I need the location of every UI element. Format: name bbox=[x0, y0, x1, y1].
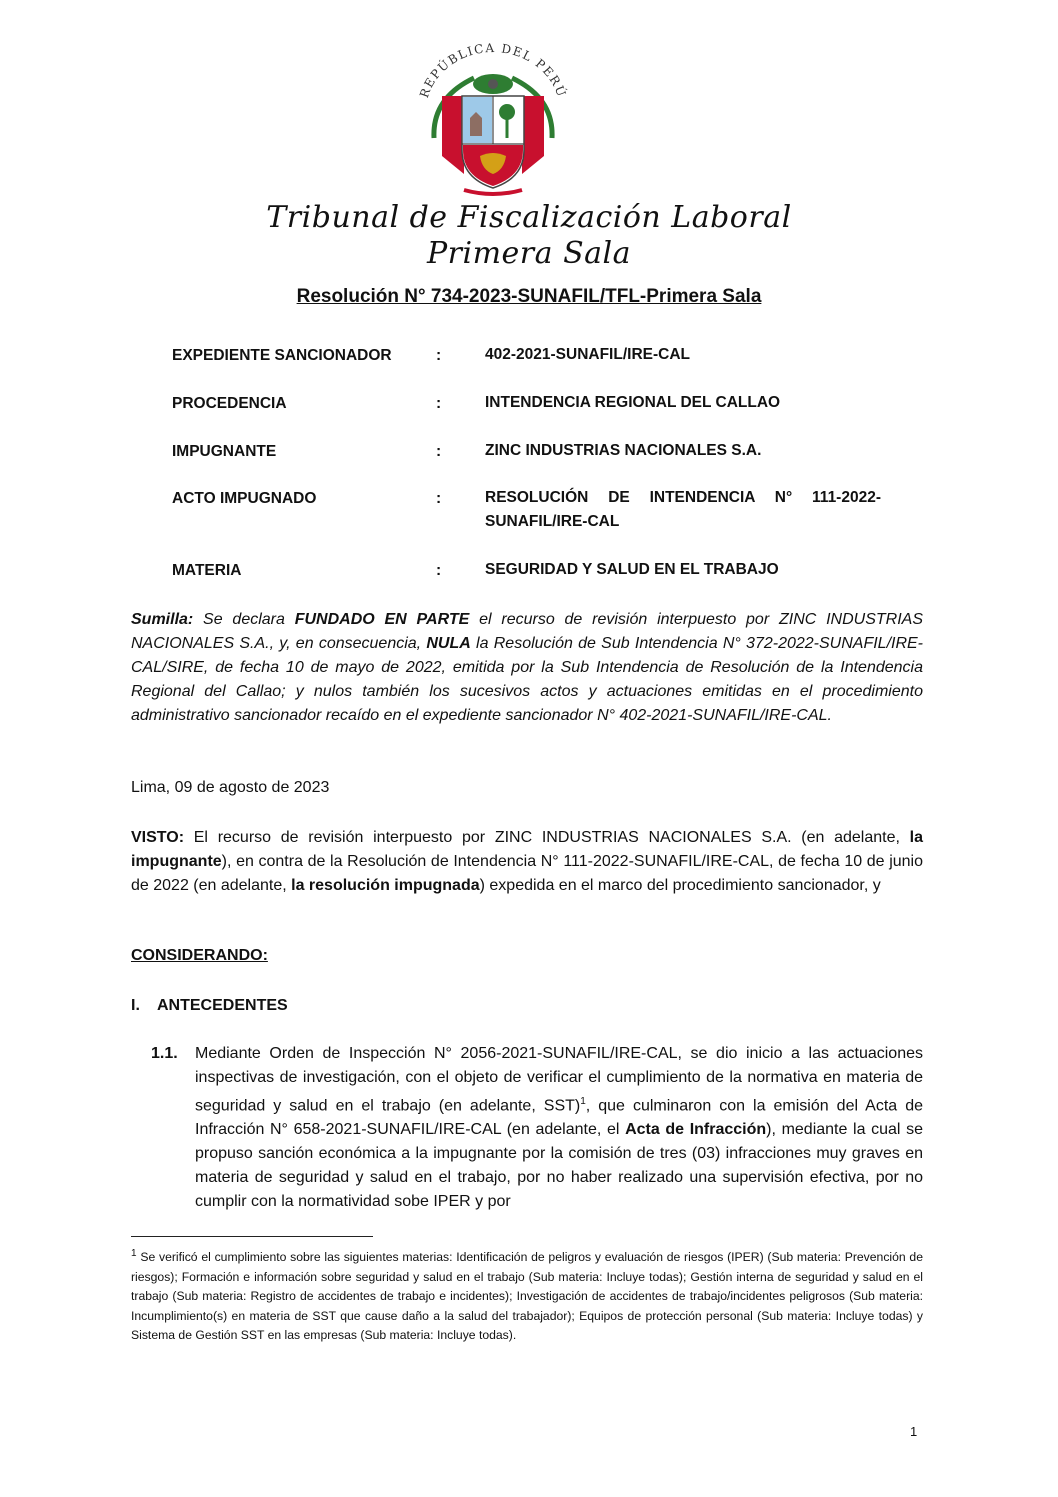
sumilla-text-2: el recurso de revisión interpuesto por ZINC INDUSTRIAS NACIONALES S.A., y, en consecuencia, bbox=[131, 611, 924, 652]
sumilla-text-1: Se declara bbox=[193, 611, 295, 628]
section-title: ANTECEDENTES bbox=[157, 997, 288, 1014]
page-number: 1 bbox=[910, 1424, 918, 1439]
visto-text-1: El recurso de revisión interpuesto por ZINC INDUSTRIAS NACIONALES S.A. (en adelante, bbox=[184, 829, 910, 846]
section-heading bbox=[131, 994, 923, 1018]
sumilla-bold-1: FUNDADO EN PARTE bbox=[294, 611, 470, 628]
visto-label: VISTO: bbox=[131, 829, 185, 846]
meta-label: ACTO IMPUGNADO bbox=[172, 490, 317, 507]
visto-bold-2: la resolución impugnada bbox=[291, 877, 480, 894]
section-number: I. bbox=[131, 997, 140, 1014]
meta-value: ZINC INDUSTRIAS NACIONALES S.A. bbox=[485, 442, 762, 459]
item-bold-1: Acta de Infracción bbox=[625, 1121, 767, 1139]
sumilla-bold-2: NULA bbox=[426, 635, 471, 652]
item-text-1: Mediante Orden de Inspección N° 2056-2021-SUNAFIL/IRE-CAL, se dio inicio a las actuaciones inspectivas de investigación, con el objeto de verificar el cumplimiento de la normativa en materia de seguridad y salud en el trabajo (en adelante, SST) bbox=[195, 1045, 923, 1115]
footnote-text: Se verificó el cumplimiento sobre las siguientes materias: Identificación de peligros y evaluación de riesgos (IPER) (Sub materia: Prevención de riesgos); Formación e información sobre seguridad y salud en el trabajo (Sub materia: Incluye todas); Gestión interna de seguridad y salud en el trabajo (Sub materia: Registro de accidentes de trabajo e incidentes); Investigación de accidentes de trabajo/incidentes peligrosos (Sub materia: Incumplimiento(s) en materia de SST que cause daño a la salud del trabajador); Equipos de protección personal (Sub materia: Incluye todas) y Sistema de Gestión SST en las empresas (Sub materia: Incluye todas). bbox=[131, 1250, 923, 1343]
meta-label: PROCEDENCIA bbox=[172, 395, 287, 412]
sumilla-text-3: la Resolución de Sub Intendencia N° 372-2022-SUNAFIL/IRE-CAL/SIRE, de fecha 10 de mayo de 2022, emitida por la Sub Intendencia de Resolución de la Intendencia Regional del Callao; y nulos también los sucesivos actos y actuaciones emitidas en el procedimiento administrativo sancionador recaído en el expediente sancionador N° 402-2021-SUNAFIL/IRE-CAL. bbox=[131, 635, 924, 724]
sumilla-label: Sumilla: bbox=[131, 611, 194, 628]
date-line: Lima, 09 de agosto de 2023 bbox=[131, 779, 330, 796]
coat-of-arms-emblem bbox=[404, 38, 582, 198]
visto-text-3: ) expedida en el marco del procedimiento sancionador, y bbox=[479, 877, 881, 894]
meta-value: INTENDENCIA REGIONAL DEL CALLAO bbox=[485, 394, 781, 411]
meta-colon: : bbox=[436, 443, 442, 460]
item-text-2: , que culminaron con la emisión del Acta de Infracción N° 658-2021-SUNAFIL/IRE-CAL (en adelante, el bbox=[195, 1097, 923, 1139]
meta-label: IMPUGNANTE bbox=[172, 443, 277, 460]
considerando-heading: CONSIDERANDO: bbox=[131, 947, 268, 964]
meta-value: RESOLUCIÓN DE INTENDENCIA N° 111-2022-SUNAFIL/IRE-CAL bbox=[485, 489, 881, 530]
meta-label: MATERIA bbox=[172, 562, 242, 579]
meta-label: EXPEDIENTE SANCIONADOR bbox=[172, 347, 392, 364]
seal-ring-text: REPÚBLICA DEL PERÚ bbox=[417, 40, 569, 100]
item-text-3: ), mediante la cual se propuso sanción económica a la impugnante por la comisión de tres (03) infracciones muy graves en materia de seguridad y salud en el trabajo, por no haber realizado una supervisión efectiva, por no cumplir con la normatividad sobe IPER y por bbox=[195, 1121, 924, 1211]
sumilla-paragraph bbox=[131, 608, 923, 728]
footnote-separator bbox=[131, 1236, 373, 1237]
visto-text-2: ), en contra de la Resolución de Intendencia N° 111-2022-SUNAFIL/IRE-CAL, de fecha 10 de junio de 2022 (en adelante, bbox=[131, 853, 923, 894]
meta-value: 402-2021-SUNAFIL/IRE-CAL bbox=[485, 346, 690, 363]
meta-colon: : bbox=[436, 347, 442, 364]
meta-colon: : bbox=[436, 490, 442, 507]
meta-colon: : bbox=[436, 562, 442, 579]
footnote-reference[interactable]: 1 bbox=[580, 1096, 586, 1107]
item-text bbox=[195, 1042, 923, 1214]
footnote bbox=[131, 1244, 923, 1346]
meta-value: SEGURIDAD Y SALUD EN EL TRABAJO bbox=[485, 561, 779, 578]
footnote-mark: 1 bbox=[131, 1248, 137, 1259]
tribunal-title: Tribunal de Fiscalización Laboral bbox=[266, 200, 792, 235]
visto-paragraph bbox=[131, 826, 923, 898]
item-number: 1.1. bbox=[151, 1045, 178, 1062]
resolution-number: Resolución N° 734-2023-SUNAFIL/TFL-Primera Sala bbox=[296, 286, 762, 307]
sala-title: Primera Sala bbox=[426, 236, 631, 271]
visto-bold-1: la impugnante bbox=[131, 829, 923, 870]
meta-colon: : bbox=[436, 395, 442, 412]
